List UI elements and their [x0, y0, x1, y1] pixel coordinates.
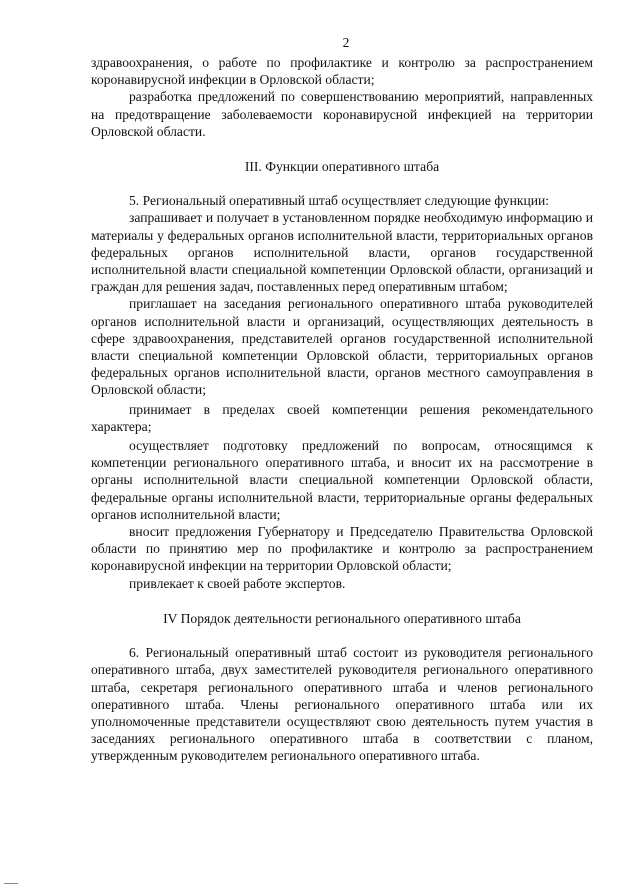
intro-paragraph-1: здравоохранения, о работе по профилактике и контролю за распространением коронавирусной инфекции в Орловской области;	[91, 55, 593, 88]
function-item: приглашает на заседания регионального оперативного штаба руководителей органов исполнительной власти и организаций, осуществляющих деятельность в сфере здравоохранения, представителей органов государственной исполнительной власти специальной компетенции Орловской области, территориальных органов федеральных органов исполнительной власти, органов местного самоуправления в Орловской области;	[91, 296, 593, 398]
function-item: привлекает к своей работе экспертов.	[129, 575, 346, 591]
section-3-heading: III. Функции оперативного штаба	[244, 159, 440, 175]
section-4-paragraph: 6. Региональный оперативный штаб состоит из руководителя регионального оперативного штаба, двух заместителей руководителя регионального оперативного штаба, секретаря регионального оперативного штаба и членов регионального оперативного штаба. Члены регионального оперативного штаба или их уполномоченные представители осуществляют свою деятельность путем участия в заседаниях регионального оперативного штаба в соответствии с планом, утвержденным руководителем регионального оперативного штаба.	[91, 645, 593, 764]
scan-margin-mark	[4, 883, 18, 884]
function-item: вносит предложения Губернатору и Председателю Правительства Орловской области по принятию мер по профилактике и контролю за распространением коронавирусной инфекции на территории Орловской области;	[91, 524, 593, 574]
function-item: осуществляет подготовку предложений по вопросам, относящимся к компетенции регионального оперативного штаба, и вносит их на рассмотрение в органы исполнительной власти специальной компетенции Орловской области, федеральные органы исполнительной власти, территориальные органы федеральных органов исполнительной власти;	[91, 438, 593, 522]
section-3-lead: 5. Региональный оперативный штаб осуществляет следующие функции:	[129, 193, 550, 209]
function-item: принимает в пределах своей компетенции решения рекомендательного характера;	[91, 401, 593, 434]
function-item: запрашивает и получает в установленном порядке необходимую информацию и материалы у федеральных органов исполнительной власти, территориальных органов федеральных органов исполнительной власти, органов государственной исполнительной власти специальной компетенции Орловской области, организаций и граждан для решения задач, поставленных перед оперативным штабом;	[91, 210, 593, 295]
intro-paragraph-2: разработка предложений по совершенствованию мероприятий, направленных на предотвращение заболеваемости коронавирусной инфекцией на территории Орловской области.	[91, 89, 593, 139]
section-4-heading: IV Порядок деятельности регионального оперативного штаба	[163, 610, 521, 626]
page-number: 2	[342, 35, 350, 50]
